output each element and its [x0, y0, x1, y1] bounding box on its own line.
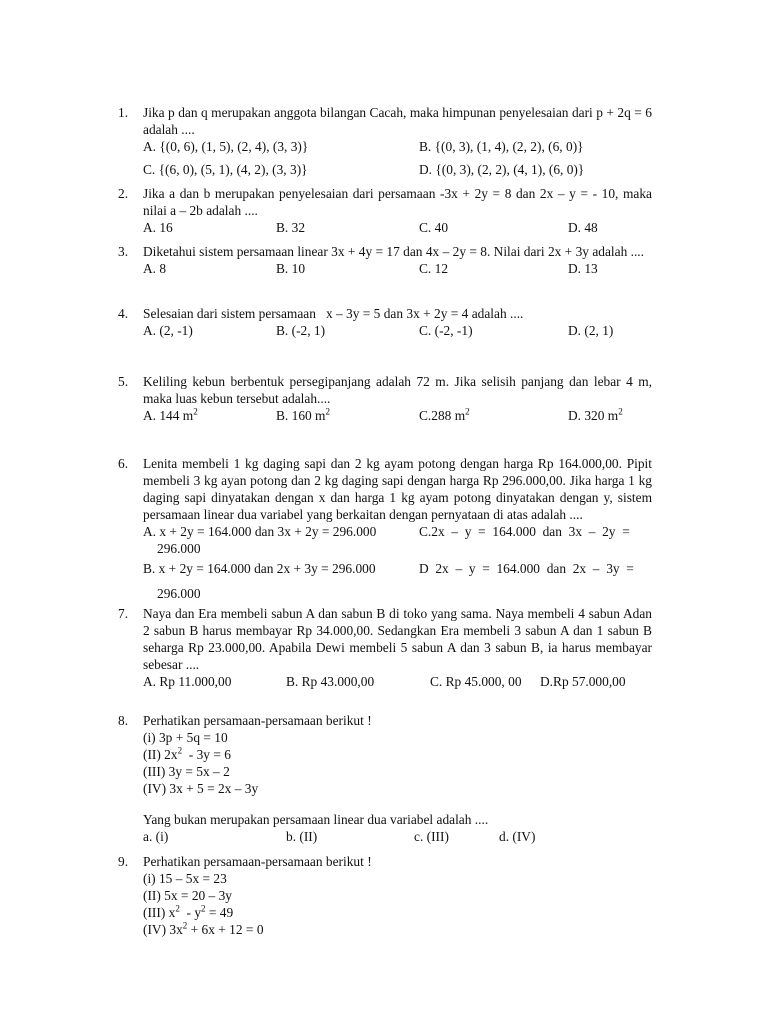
- question-4: [118, 305, 652, 339]
- equation-i: (i) 15 – 5x = 23: [143, 871, 227, 886]
- question-stem: Lenita membeli 1 kg daging sapi dan 2 kg ayam potong dengan harga Rp 164.000,00. Pipit membeli 3 kg ayan potong dan 2 kg daging sapi dengan harga Rp 296.000,00. Jika harga 1 kg daging sapi dinyatakan dengan x dan harga 1 kg ayam potong dinyatakan dengan y, sistem persamaan linear dua variabel yang berkaitan dengan pernyataan di atas adalah ....: [143, 456, 652, 522]
- question-number: 2.: [118, 186, 129, 201]
- question-stem: Keliling kebun berbentuk persegipanjang adalah 72 m. Jika selisih panjang dan lebar 4 m, maka luas kebun tersebut adalah....: [143, 374, 652, 406]
- question-stem: Jika p dan q merupakan anggota bilangan Cacah, maka himpunan penyelesaian dari p + 2q = 6 adalah ....: [143, 105, 652, 137]
- question-number: 1.: [118, 105, 129, 120]
- option-d: D. (2, 1): [568, 323, 614, 338]
- option-b: B. {(0, 3), (1, 4), (2, 2), (6, 0)}: [419, 139, 584, 154]
- option-d: D.Rp 57.000,00: [540, 674, 626, 689]
- option-c: C.288 $m^2$: [419, 406, 470, 423]
- option-b: B. Rp 43.000,00: [286, 674, 375, 689]
- equation-iv: (IV) $3x^2 + 6x + 12 = 0$: [143, 920, 264, 937]
- option-b: b. (II): [286, 829, 318, 844]
- option-c: C. Rp 45.000, 00: [430, 674, 522, 689]
- question-prompt: Yang bukan merupakan persamaan linear dua variabel adalah ....: [143, 812, 489, 827]
- question-stem: Perhatikan persamaan-persamaan berikut !: [143, 713, 372, 728]
- option-b: B. x + 2y = 164.000 dan 2x + 3y = 296.000: [143, 561, 376, 576]
- option-b: B. (-2, 1): [276, 323, 326, 338]
- question-1: [118, 104, 652, 178]
- option-c: C. {(6, 0), (5, 1), (4, 2), (3, 3)}: [143, 162, 308, 177]
- question-number: 5.: [118, 374, 129, 389]
- question-stem: Perhatikan persamaan-persamaan berikut !: [143, 854, 372, 869]
- option-c: C. (-2, -1): [419, 323, 473, 338]
- option-b: B. 160 $m^2$: [276, 406, 330, 423]
- option-a: A. Rp 11.000,00: [143, 674, 232, 689]
- question-stem: Naya dan Era membeli sabun A dan sabun B di toko yang sama. Naya membeli 4 sabun Adan 2 sabun B harus membayar Rp 34.000,00. Sedangkan Era membeli 3 sabun A dan 1 sabun B seharga Rp 23.000,00. Apabila Dewi membeli 5 sabun A dan 3 sabun B, ia harus membayar sebesar ....: [143, 606, 652, 672]
- question-stem: Jika a dan b merupakan penyelesaian dari persamaan -3x + 2y = 8 dan 2x – y = - 10, maka nilai a – 2b adalah ....: [143, 186, 652, 218]
- option-c: C. 40: [419, 220, 449, 235]
- option-a: A. 16: [143, 220, 173, 235]
- option-d: D. 13: [568, 261, 598, 276]
- question-2: [118, 185, 652, 236]
- question-number: 9.: [118, 854, 129, 869]
- question-3: [118, 243, 652, 277]
- option-d: D 2x – y = 164.000 dan 2x – 3y =: [419, 561, 634, 576]
- equation-i: (i) 3p + 5q = 10: [143, 730, 228, 745]
- option-a: A. 144 $m^2$: [143, 406, 198, 423]
- option-a: A. x + 2y = 164.000 dan 3x + 2y = 296.000: [143, 524, 377, 539]
- option-b: B. 32: [276, 220, 306, 235]
- question-number: 6.: [118, 456, 129, 471]
- equation-ii: (II) 5x = 20 – 3y: [143, 888, 232, 903]
- question-6: [118, 455, 652, 602]
- option-c: c. (III): [414, 829, 449, 844]
- option-c: C. 12: [419, 261, 449, 276]
- option-d: D. 320 $m^2$: [568, 406, 623, 423]
- equation-iii: (III) 3y = 5x – 2: [143, 764, 230, 779]
- option-a: A. (2, -1): [143, 323, 193, 338]
- question-9: [118, 853, 652, 938]
- option-d: d. (IV): [499, 829, 536, 844]
- option-a: A. {(0, 6), (1, 5), (2, 4), (3, 3)}: [143, 139, 309, 154]
- question-5: [118, 373, 652, 424]
- option-continuation: 296.000: [157, 541, 201, 556]
- question-stem: Selesaian dari sistem persamaan x – 3y = 5 dan 3x + 2y = 4 adalah ....: [143, 306, 524, 321]
- question-stem: Diketahui sistem persamaan linear 3x + 4y = 17 dan 4x – 2y = 8. Nilai dari 2x + 3y adalah ....: [143, 244, 644, 259]
- question-8: [118, 712, 652, 845]
- equation-iii: (III) $x^2 - y^2 = 49$: [143, 903, 234, 920]
- option-b: B. 10: [276, 261, 306, 276]
- question-number: 4.: [118, 306, 129, 321]
- question-number: 7.: [118, 606, 129, 621]
- option-c: C.2x – y = 164.000 dan 3x – 2y =: [419, 524, 630, 539]
- option-continuation: 296.000: [157, 586, 201, 601]
- option-d: D. 48: [568, 220, 598, 235]
- equation-iv: (IV) 3x + 5 = 2x – 3y: [143, 781, 259, 796]
- option-a: a. (i): [143, 829, 169, 844]
- option-d: D. {(0, 3), (2, 2), (4, 1), (6, 0)}: [419, 162, 585, 177]
- question-7: [118, 605, 652, 690]
- question-number: 8.: [118, 713, 129, 728]
- option-a: A. 8: [143, 261, 167, 276]
- equation-ii: (II) $2x^2 - 3y = 6$: [143, 745, 231, 762]
- question-number: 3.: [118, 244, 129, 259]
